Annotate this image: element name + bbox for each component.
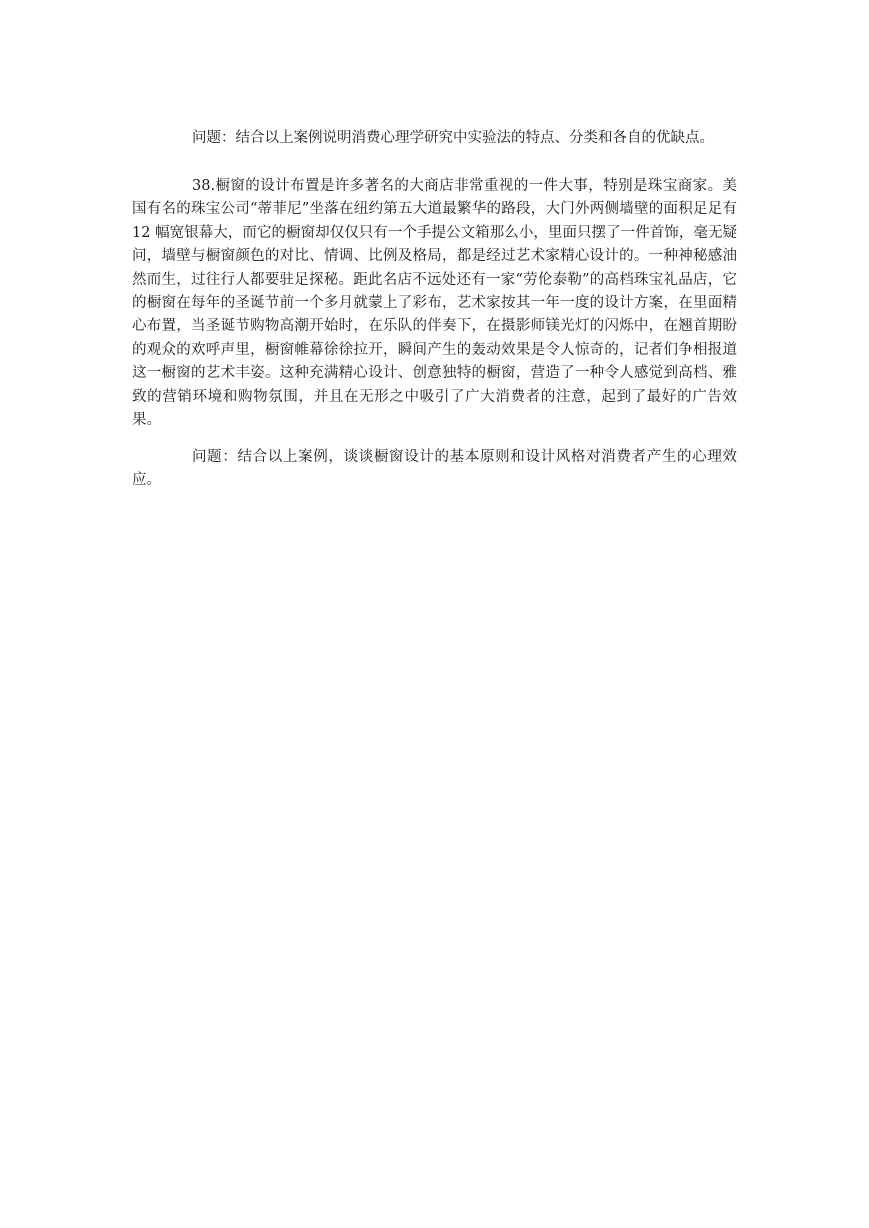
question-2-paragraph: 问题：结合以上案例，谈谈橱窗设计的基本原则和设计风格对消费者产生的心理效应。 — [132, 449, 737, 489]
case-38-paragraph: 38.橱窗的设计布置是许多著名的大商店非常重视的一件大事，特别是珠宝商家。美国有名的珠宝公司“蒂菲尼”坐落在纽约第五大道最繁华的路段，大门外两侧墙壁的面积足足有 12 幅宽银幕大，而它的橱窗却仅仅只有一个手提公文箱那么小，里面只摆了一件首饰，毫无疑问，墙壁与橱窗颜色的对比、情调、比例及格局，都是经过艺术家精心设计的。一种神秘感油然而生，过往行人都要驻足探秘。距此名店不远处还有一家“劳伦泰勒”的高档珠宝礼品店，它的橱窗在每年的圣诞节前一个多月就蒙上了彩布，艺术家按其一年一度的设计方案，在里面精心布置，当圣诞节购物高潮开始时，在乐队的伴奏下，在摄影师镁光灯的闪烁中，在翘首期盼的观众的欢呼声里，橱窗帷幕徐徐拉开，瞬间产生的轰动效果是令人惊奇的，记者们争相报道这一橱窗的艺术丰姿。这种充满精心设计、创意独特的橱窗，营造了一种令人感觉到高档、雅致的营销环境和购物氛围，并且在无形之中吸引了广大消费者的注意，起到了最好的广告效果。 — [132, 178, 737, 429]
question-1-paragraph: 问题：结合以上案例说明消费心理学研究中实验法的特点、分类和各自的优缺点。 — [192, 130, 714, 146]
